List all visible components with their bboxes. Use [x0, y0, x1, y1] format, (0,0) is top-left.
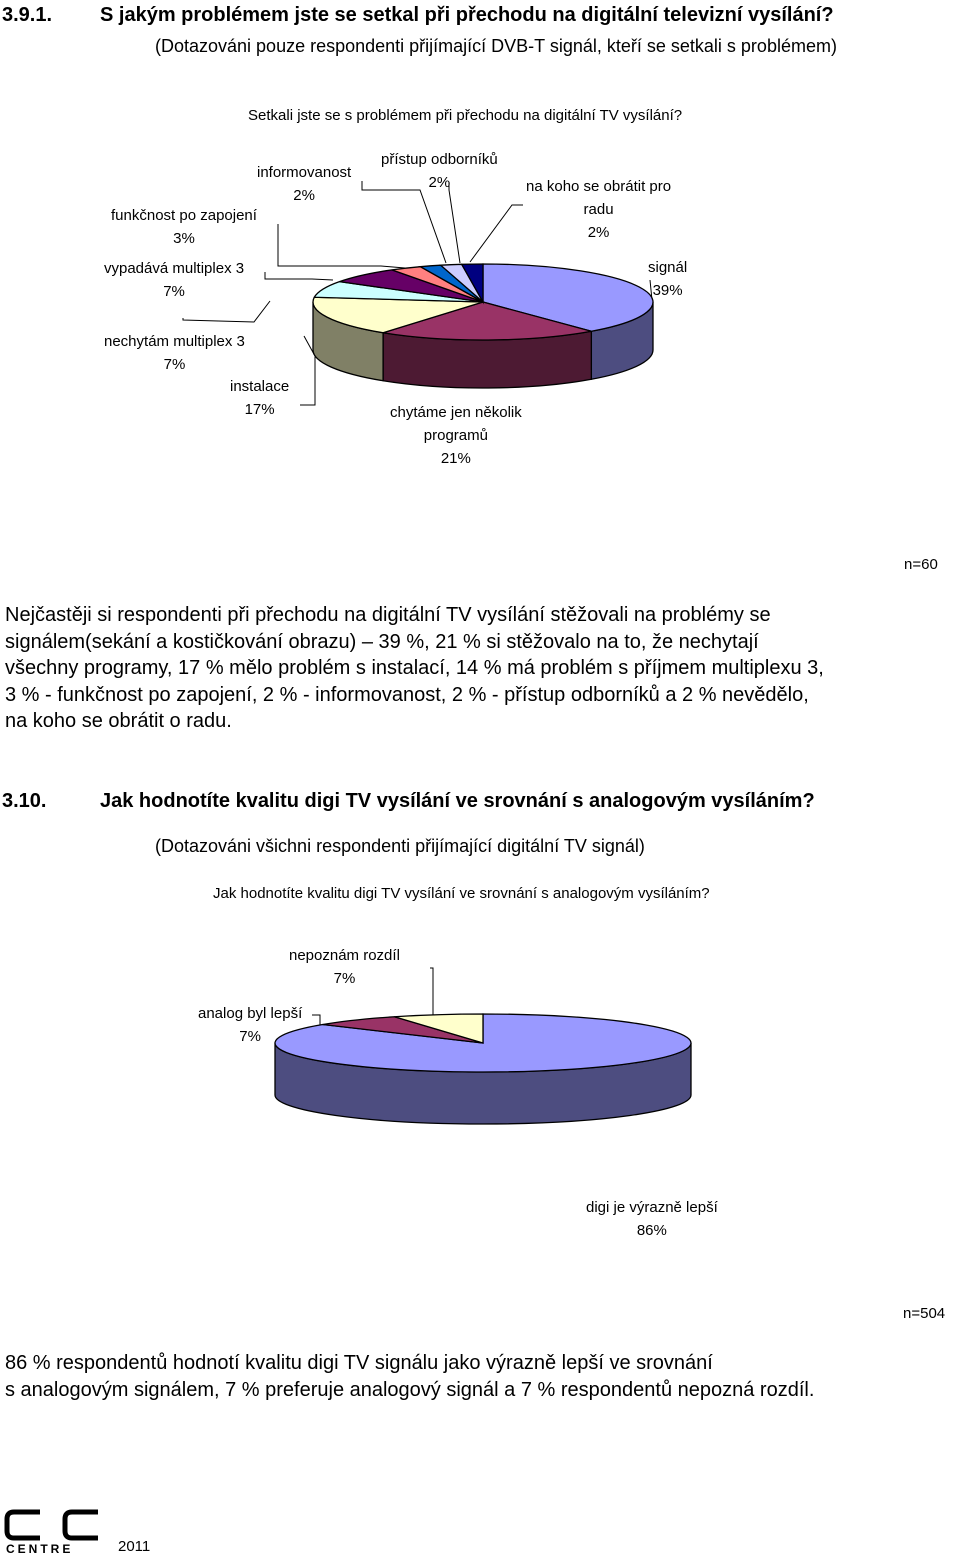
summary-paragraph: 86 % respondentů hodnotí kvalitu digi TV signálu jako výrazně lepší ve srovnání s analogovým signálem, 7 % preferuje analogový signál a 7 % respondentů nepozná rozdíl.	[5, 1352, 815, 1401]
data-label-nepoznam: nepoznám rozdíl 7%	[289, 947, 400, 987]
data-label-funkcnost: funkčnost po zapojení 3%	[111, 207, 257, 247]
section-number: 3.9.1.	[2, 4, 53, 26]
chart-title: Setkali jste se s problémem při přechodu na digitální TV vysílání?	[248, 107, 683, 124]
section-title: S jakým problémem jste se setkal při přechodu na digitální televizní vysílání?	[100, 4, 834, 26]
svg-text:CENTRE: CENTRE	[6, 1542, 74, 1556]
sample-size: n=504	[903, 1305, 946, 1322]
data-label-pristup: přístup odborníků 2%	[381, 151, 498, 191]
data-label-signal: signál 39%	[648, 259, 688, 299]
data-label-informovanost: informovanost 2%	[257, 164, 352, 204]
sample-size: n=60	[904, 556, 938, 573]
data-label-digi: digi je výrazně lepší 86%	[586, 1199, 718, 1239]
data-label-instalace: instalace 17%	[230, 378, 290, 418]
section-subtitle: (Dotazováni pouze respondenti přijímající DVB-T signál, kteří se setkali s problémem)	[155, 36, 837, 56]
data-label-vypadava-multiplex: vypadává multiplex 3 7%	[104, 260, 245, 300]
cc-centre-logo	[4, 1508, 104, 1554]
footer-year: 2011	[118, 1538, 151, 1555]
summary-paragraph: Nejčastěji si respondenti při přechodu na digitální TV vysílání stěžovali na problémy se signálem(sekání a kostičkování obrazu) – 39 %, 21 % si stěžovalo na to, že nechytají všechny programy, 17 % mělo problém s instalací, 14 % má problém s příjmem multiplexu 3, 3 % - funkčnost po zapojení, 2 % - informovanost, 2 % - přístup odborníků a 2 % nevědělo, na koho se obrátit o radu.	[5, 604, 824, 732]
data-label-nechytam-multiplex: nechytám multiplex 3 7%	[104, 333, 245, 373]
data-label-analog: analog byl lepší 7%	[198, 1005, 303, 1045]
chart-title: Jak hodnotíte kvalitu digi TV vysílání ve srovnání s analogovým vysíláním?	[213, 885, 710, 902]
section-title: Jak hodnotíte kvalitu digi TV vysílání ve srovnání s analogovým vysíláním?	[100, 790, 815, 812]
section-number: 3.10.	[2, 790, 47, 812]
section-subtitle: (Dotazováni všichni respondenti přijímající digitální TV signál)	[155, 836, 645, 856]
data-label-na-koho: na koho se obrátit pro radu 2%	[526, 178, 672, 241]
data-label-chytame: chytáme jen několik programů 21%	[390, 404, 522, 467]
